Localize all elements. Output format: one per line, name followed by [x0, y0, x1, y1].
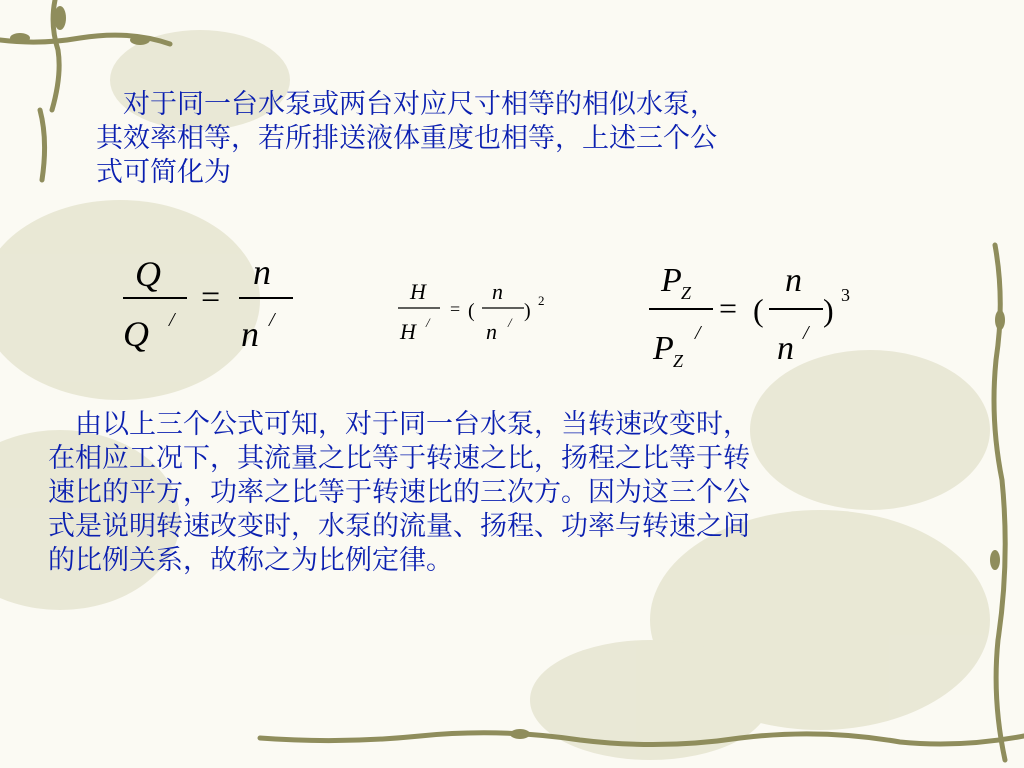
- power-denominator-subscript: Z: [673, 351, 684, 371]
- power-numerator-subscript: Z: [681, 283, 692, 303]
- head-left-paren: (: [468, 300, 475, 322]
- conclusion-line-5: 的比例关系，故称之为比例定律。: [48, 545, 453, 576]
- power-exponent: 3: [841, 285, 850, 305]
- speed-denominator: n: [241, 314, 259, 354]
- power-right-paren: ): [823, 292, 834, 328]
- flow-equals: =: [201, 279, 221, 316]
- power-equals: =: [719, 290, 738, 326]
- intro-paragraph: [96, 88, 896, 190]
- power-speed-prime: /: [803, 322, 809, 344]
- flow-denominator: Q: [123, 314, 149, 354]
- head-denominator-prime: /: [426, 315, 430, 330]
- intro-line-1: 对于同一台水泵或两台对应尺寸相等的相似水泵，: [96, 89, 717, 120]
- power-speed-denominator: n: [777, 330, 794, 367]
- head-ratio-formula: [392, 275, 562, 355]
- speed-numerator: n: [253, 252, 271, 292]
- head-exponent: 2: [538, 293, 545, 308]
- power-speed-numerator: n: [785, 262, 802, 299]
- flow-ratio-formula: [115, 248, 305, 358]
- head-speed-denominator: n: [486, 319, 497, 344]
- head-speed-numerator: n: [492, 279, 503, 304]
- head-denominator: H: [400, 319, 416, 344]
- power-left-paren: (: [753, 292, 764, 328]
- speed-denominator-prime: /: [269, 309, 275, 331]
- power-ratio-formula: [645, 255, 865, 375]
- flow-numerator: Q: [135, 254, 161, 294]
- power-denominator: P: [653, 330, 674, 367]
- head-speed-prime: /: [508, 315, 512, 330]
- intro-line-3: 式可简化为: [96, 157, 231, 188]
- power-numerator: P: [661, 262, 682, 299]
- head-numerator: H: [410, 279, 426, 304]
- intro-line-2: 其效率相等，若所排送液体重度也相等，上述三个公: [96, 123, 717, 154]
- head-right-paren: ): [524, 300, 531, 322]
- power-denominator-prime: /: [695, 322, 701, 344]
- flow-denominator-prime: /: [169, 309, 175, 331]
- conclusion-line-3: 速比的平方，功率之比等于转速比的三次方。因为这三个公: [48, 477, 750, 508]
- head-equals: =: [450, 299, 461, 319]
- conclusion-paragraph: [48, 408, 948, 578]
- conclusion-line-4: 式是说明转速改变时，水泵的流量、扬程、功率与转速之间: [48, 511, 750, 542]
- conclusion-line-2: 在相应工况下，其流量之比等于转速之比，扬程之比等于转: [48, 443, 750, 474]
- conclusion-line-1: 由以上三个公式可知，对于同一台水泵，当转速改变时，: [48, 409, 750, 440]
